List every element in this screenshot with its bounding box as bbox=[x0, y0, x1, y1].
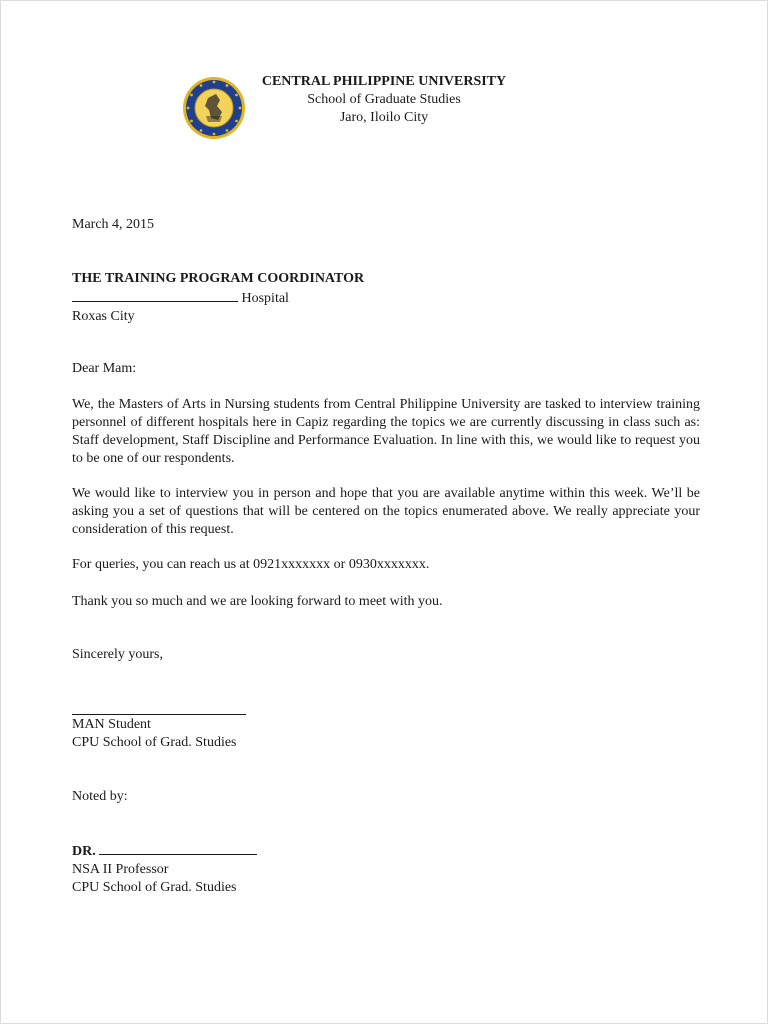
noted-by-label: Noted by: bbox=[72, 789, 128, 804]
recipient-title: THE TRAINING PROGRAM COORDINATOR bbox=[72, 271, 365, 286]
closing: Sincerely yours, bbox=[72, 647, 163, 662]
professor-affiliation: CPU School of Grad. Studies bbox=[72, 880, 237, 895]
body-paragraph-2: We would like to interview you in person and hope that you are available anytime within this week. We’ll be asking you a set of questions that will be centered on the topics enumerated above. We really appreciate your consideration of this request. bbox=[72, 486, 700, 537]
salutation: Dear Mam: bbox=[72, 361, 137, 376]
body-paragraph-4: Thank you so much and we are looking forward to meet with you. bbox=[72, 594, 443, 609]
university-name: CENTRAL PHILIPPINE UNIVERSITY bbox=[261, 74, 507, 89]
hospital-name-blank bbox=[72, 288, 238, 302]
school-location: Jaro, Iloilo City bbox=[339, 110, 429, 125]
signatory-block bbox=[72, 716, 700, 752]
letter-date: March 4, 2015 bbox=[72, 217, 155, 232]
signature-line bbox=[72, 714, 246, 715]
letterhead bbox=[231, 73, 537, 127]
signatory-name: MAN Student bbox=[72, 717, 151, 732]
recipient-hospital bbox=[72, 288, 700, 308]
body-paragraph-3: For queries, you can reach us at 0921xxxxxxx or 0930xxxxxxx. bbox=[72, 557, 430, 572]
body-paragraph-1: We, the Masters of Arts in Nursing students from Central Philippine University are tasked to interview training personnel of different hospitals here in Capiz regarding the topics we are currently discussing in class such as: Staff development, Staff Discipline and Performance Evaluation. In line with this, we would like to request you to be one of our respondents. bbox=[72, 397, 700, 466]
professor-position: NSA II Professor bbox=[72, 862, 169, 877]
recipient-block bbox=[72, 270, 700, 326]
noted-by-block bbox=[72, 841, 700, 897]
school-name: School of Graduate Studies bbox=[307, 92, 461, 107]
noted-by-signature bbox=[72, 841, 700, 861]
dr-prefix: DR. bbox=[72, 844, 96, 859]
recipient-city: Roxas City bbox=[72, 309, 135, 324]
signatory-affiliation: CPU School of Grad. Studies bbox=[72, 735, 237, 750]
professor-name-blank bbox=[99, 841, 257, 855]
hospital-suffix: Hospital bbox=[241, 291, 289, 306]
